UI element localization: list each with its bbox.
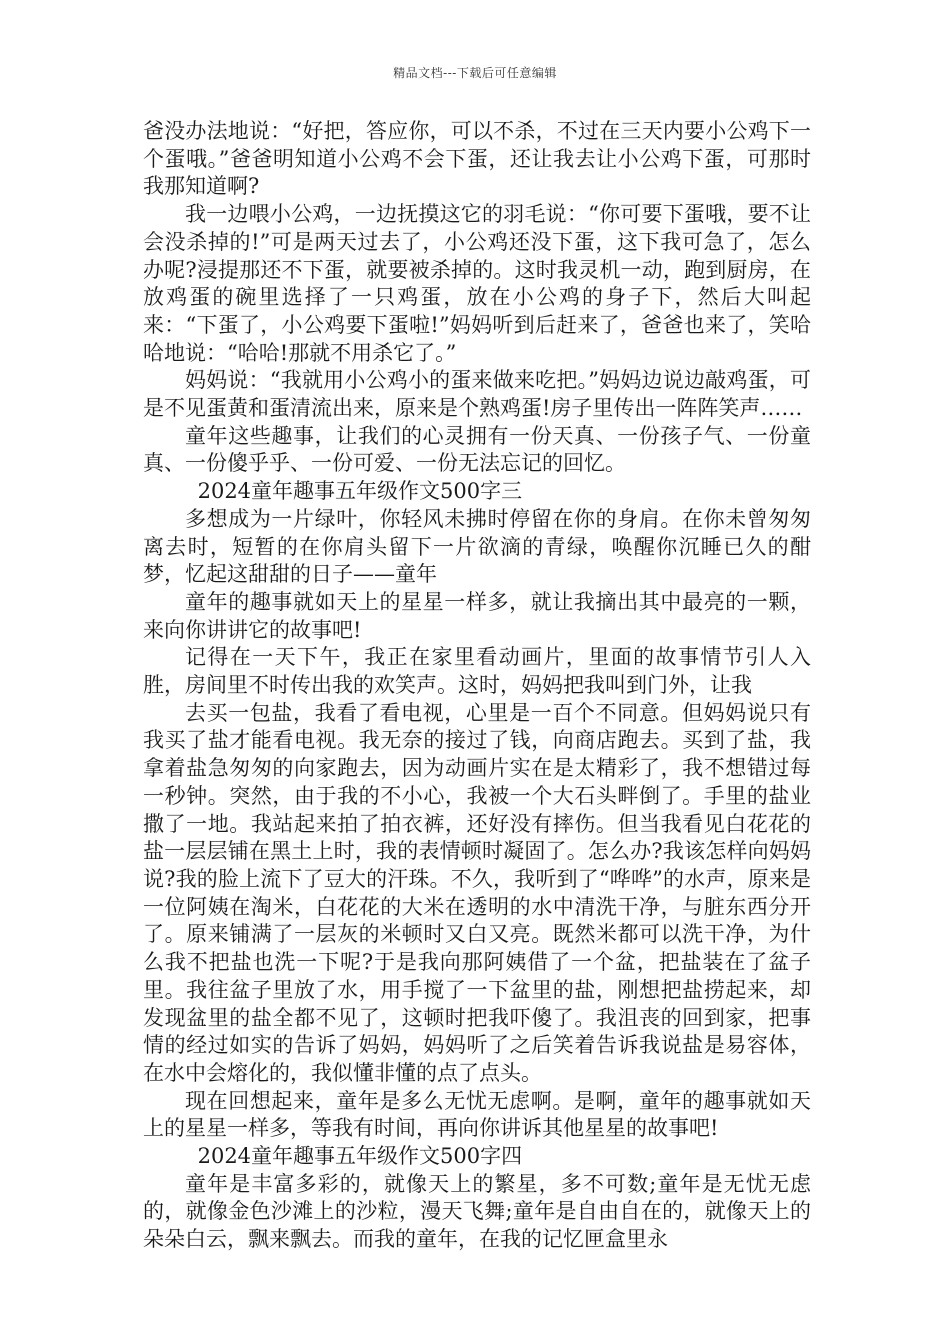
paragraph: 童年这些趣事，让我们的心灵拥有一份天真、一份孩子气、一份童真、一份傻乎乎、一份可爱、一份无法忘记的回忆。 — [143, 423, 811, 476]
paragraph: 现在回想起来，童年是多么无忧无虑啊。是啊，童年的趣事就如天上的星星一样多，等我有时间，再向你讲诉其他星星的故事吧! — [143, 1088, 811, 1141]
section-heading: 2024童年趣事五年级作文500字四 — [197, 1144, 523, 1169]
paragraph: 妈妈说：“我就用小公鸡小的蛋来做来吃把。”妈妈边说边敲鸡蛋，可是不见蛋黄和蛋清流出来，原来是个熟鸡蛋!房子里传出一阵阵笑声…… — [143, 368, 811, 421]
paragraph: 去买一包盐，我看了看电视，心里是一百个不同意。但妈妈说只有我买了盐才能看电视。我无奈的接过了钱，向商店跑去。买到了盐，我拿着盐急匆匆的向家跑去，因为动画片实在是太精彩了，我不想错过每一秒钟。突然，由于我的不小心，我被一个大石头畔倒了。手里的盐业撒了一地。我站起来拍了拍衣裤，还好没有摔伤。但当我看见白花花的盐一层层铺在黑土上时，我的表情顿时凝固了。怎么办?我该怎样向妈妈说?我的脸上流下了豆大的汗珠。不久，我听到了“哗哗”的水声，原来是一位阿姨在淘米，白花花的大米在透明的水中清洗干净，与脏东西分开了。原来铺满了一层灰的米顿时又白又亮。既然米都可以洗干净，为什么我不把盐也洗一下呢?于是我向那阿姨借了一个盆，把盐装在了盆子里。我往盆子里放了水，用手搅了一下盆里的盐，刚想把盐捞起来，却发现盆里的盐全都不见了，这顿时把我吓傻了。我沮丧的回到家，把事情的经过如实的告诉了妈妈，妈妈听了之后笑着告诉我说盐是易容体，在水中会熔化的，我似懂非懂的点了点头。 — [143, 700, 811, 1085]
paragraph: 记得在一天下午，我正在家里看动画片，里面的故事情节引人入胜，房间里不时传出我的欢笑声。这时，妈妈把我叫到门外，让我 — [143, 645, 811, 698]
paragraph: 爸没办法地说：“好把，答应你，可以不杀，不过在三天内要小公鸡下一个蛋哦。”爸爸明知道小公鸡不会下蛋，还让我去让小公鸡下蛋，可那时我那知道啊? — [143, 119, 811, 199]
paragraph: 童年是丰富多彩的，就像天上的繁星，多不可数;童年是无忧无虑的，就像金色沙滩上的沙粒，漫天飞舞;童年是自由自在的，就像天上的朵朵白云，飘来飘去。而我的童年，在我的记忆匣盒里永 — [143, 1171, 811, 1252]
page-header: 精品文档---下载后可任意编辑 — [393, 66, 557, 80]
section-heading: 2024童年趣事五年级作文500字三 — [197, 479, 523, 504]
document-body — [143, 118, 811, 1254]
paragraph: 多想成为一片绿叶，你轻风未拂时停留在你的身肩。在你未曾匆匆离去时，短暂的在你肩头留下一片欲滴的青绿，唤醒你沉睡已久的酣梦，忆起这甜甜的日子——童年 — [143, 506, 811, 587]
paragraph: 我一边喂小公鸡，一边抚摸这它的羽毛说：“你可要下蛋哦，要不让会没杀掉的!”可是两天过去了，小公鸡还没下蛋，这下我可急了，怎么办呢?浸提那还不下蛋，就要被杀掉的。这时我灵机一动，跑到厨房，在放鸡蛋的碗里选择了一只鸡蛋，放在小公鸡的身子下，然后大叫起来：“下蛋了，小公鸡要下蛋啦!”妈妈听到后赶来了，爸爸也来了，笑哈哈地说：“哈哈!那就不用杀它了。” — [143, 202, 811, 365]
paragraph: 童年的趣事就如天上的星星一样多，就让我摘出其中最亮的一颗，来向你讲讲它的故事吧! — [143, 589, 811, 642]
